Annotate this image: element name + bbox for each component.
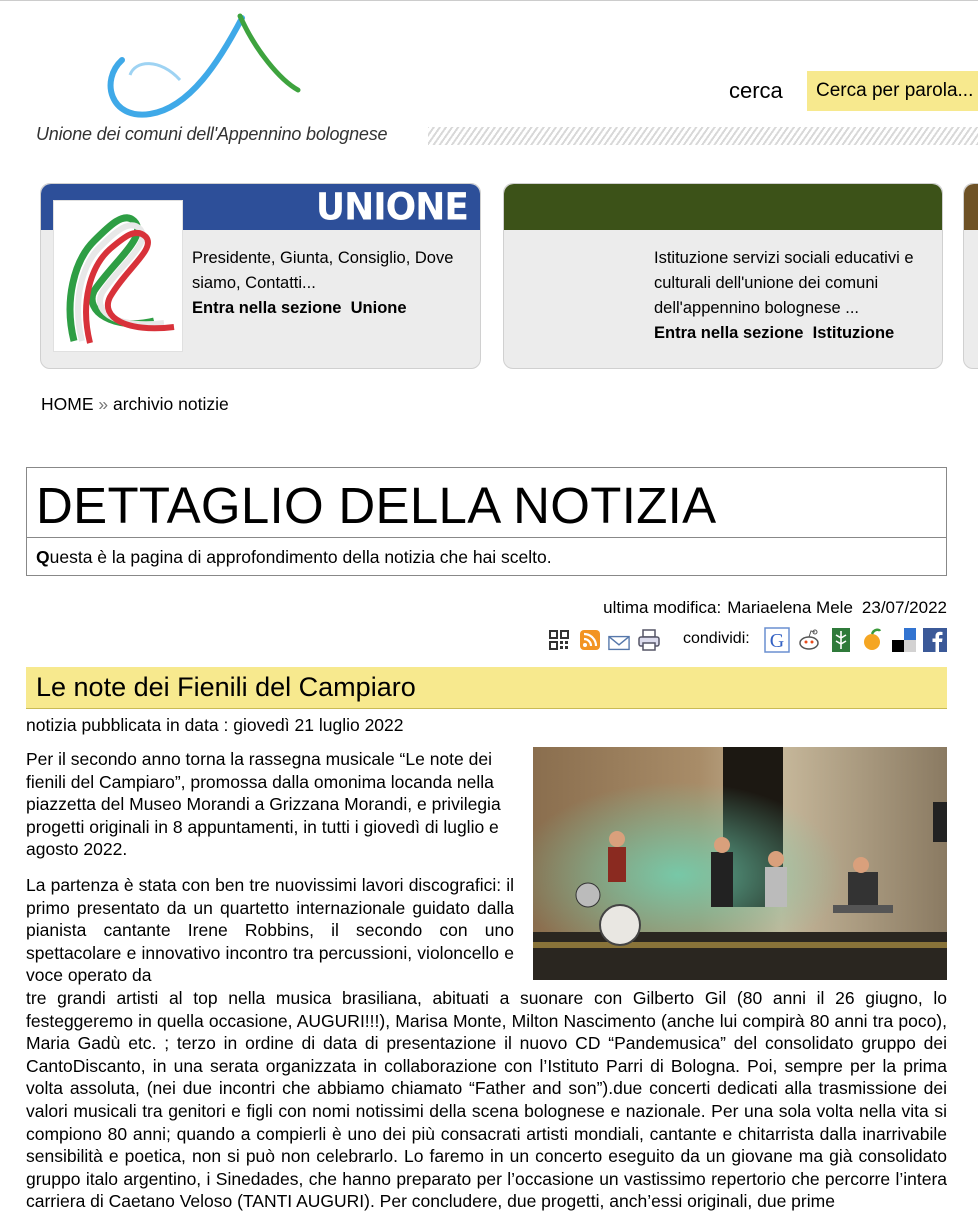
article-title: Le note dei Fienili del Campiaro: [36, 672, 416, 702]
tools-bar: [548, 627, 948, 655]
page-title-box: [26, 467, 947, 576]
enter-section-istituzione-link[interactable]: [654, 321, 939, 346]
google-icon[interactable]: [764, 627, 790, 653]
link-section-name: Unione: [350, 299, 407, 317]
breadcrumb-current: archivio notizie: [112, 394, 229, 414]
section-box-istituzione[interactable]: [503, 183, 943, 369]
section-header-istituzione: [504, 184, 942, 230]
breadcrumb-home-link[interactable]: HOME: [41, 394, 94, 414]
subtitle-text: uesta è la pagina di approfondimento della notizia che hai scelto.: [49, 547, 552, 567]
page-title: DETTAGLIO DELLA NOTIZIA: [36, 477, 717, 534]
last-modified: [597, 598, 947, 618]
link-prefix: Entra nella sezione: [654, 324, 804, 342]
section-box-unione[interactable]: [40, 183, 481, 369]
link-prefix: Entra nella sezione: [192, 299, 342, 317]
breadcrumb: [41, 394, 229, 415]
header-divider: [428, 127, 978, 145]
last-modified-label: ultima modifica:: [603, 598, 722, 617]
subtitle-initial: Q: [36, 547, 50, 567]
section-desc-text: Istituzione servizi sociali educativi e culturali dell'unione dei comuni dell'appennino bolognese ...: [654, 249, 914, 317]
email-icon[interactable]: [608, 632, 630, 654]
article-photo: [533, 747, 947, 980]
article-paragraph-1: Per il secondo anno torna la rassegna musicale “Le note dei fienili del Campiaro”, promossa dalla omonima locanda nella piazzetta del Museo Morandi a Grizzana Morandi, e privilegia progetti originali in 8 appuntamenti, in tutti i giovedì di luglio e agosto 2022.: [26, 749, 501, 860]
svg-text:G: G: [769, 630, 785, 652]
reddit-icon[interactable]: [796, 627, 822, 653]
segnalo-icon[interactable]: [830, 627, 852, 653]
facebook-icon[interactable]: [923, 628, 947, 652]
search-input[interactable]: [807, 71, 978, 111]
section-description-unione: [192, 246, 477, 321]
delicious-icon[interactable]: [892, 628, 916, 652]
article-paragraph-2-continued: tre grandi artisti al top nella musica brasiliana, abituati a suonare con Gilberto Gil (80 anni il 26 giugno, lo festeggeremo in quella occasione, AUGURI!!!), Marisa Monte, Milton Nascimento (anche lui compirà 80 anni tra poco), Maria Gadù etc. ; terzo in ordine di data di presentazione il nuovo CD “Pandemusica” del consolidato gruppo dei CantoDiscanto, in una serata organizzata in collaborazione con l’Istituto Parri di Bologna. Poi, sempre per la prima volta assoluta, (nei due incontri che abbiamo chiamato “Father and son”).due concerti dedicati alla trasmissione dei valori musicali tra genitori e figli con nomi notissimi della scena bolognese e nazionale. Per una sola volta nella vita si compiono 80 anni; quando a compierli è uno dei più consacrati artisti mondiali, cantante e chitarrista dalla inarrivabile sensibilità e poetica, non si può non celebrarlo. Lo faremo in un concerto eseguito da un giovane ma già consolidato gruppo italo argentino, i Sinedades, che hanno preparato per l’occasione un vastissimo repertorio che percorre l’intera carriera di Caetano Veloso (TANTI AUGURI). Per concludere, due progetti, anch’essi originali, due prime: [26, 988, 947, 1212]
unione-ribbon-image: [53, 200, 183, 352]
section-description-istituzione: [654, 246, 939, 346]
section-box-partial[interactable]: [963, 183, 978, 369]
enter-section-unione-link[interactable]: [192, 296, 477, 321]
last-modified-author: Mariaelena Mele: [727, 598, 853, 617]
article-title-bar: [26, 667, 947, 709]
share-label: condividi:: [683, 630, 750, 647]
rss-icon[interactable]: [579, 629, 601, 651]
last-modified-date: 23/07/2022: [861, 598, 947, 617]
article-paragraph-2: La partenza è stata con ben tre nuovissimi lavori discografici: il primo presentato da un quartetto internazionale guidato dalla pianista cantante Irene Robbins, il secondo con uno spettacolare e innovativo incontro tra percussioni, violoncello e voce operato da: [26, 875, 514, 986]
top-border: [0, 0, 978, 3]
article-publish-date: notizia pubblicata in data : giovedì 21 luglio 2022: [26, 715, 404, 735]
section-header-partial: [964, 184, 978, 230]
section-desc-text: Presidente, Giunta, Consiglio, Dove siamo, Contatti...: [192, 249, 454, 292]
site-logo[interactable]: [30, 10, 430, 150]
qr-code-icon[interactable]: [548, 629, 570, 651]
link-section-name: Istituzione: [812, 324, 895, 342]
section-title-unione: UNIONE: [315, 185, 468, 230]
print-icon[interactable]: [638, 629, 660, 651]
page-subtitle: [27, 537, 946, 576]
oknotizie-icon[interactable]: [860, 627, 884, 653]
search-label: cerca: [729, 78, 783, 103]
logo-text: Unione dei comuni dell'Appennino bolognese: [36, 124, 388, 144]
breadcrumb-separator: »: [98, 394, 109, 414]
